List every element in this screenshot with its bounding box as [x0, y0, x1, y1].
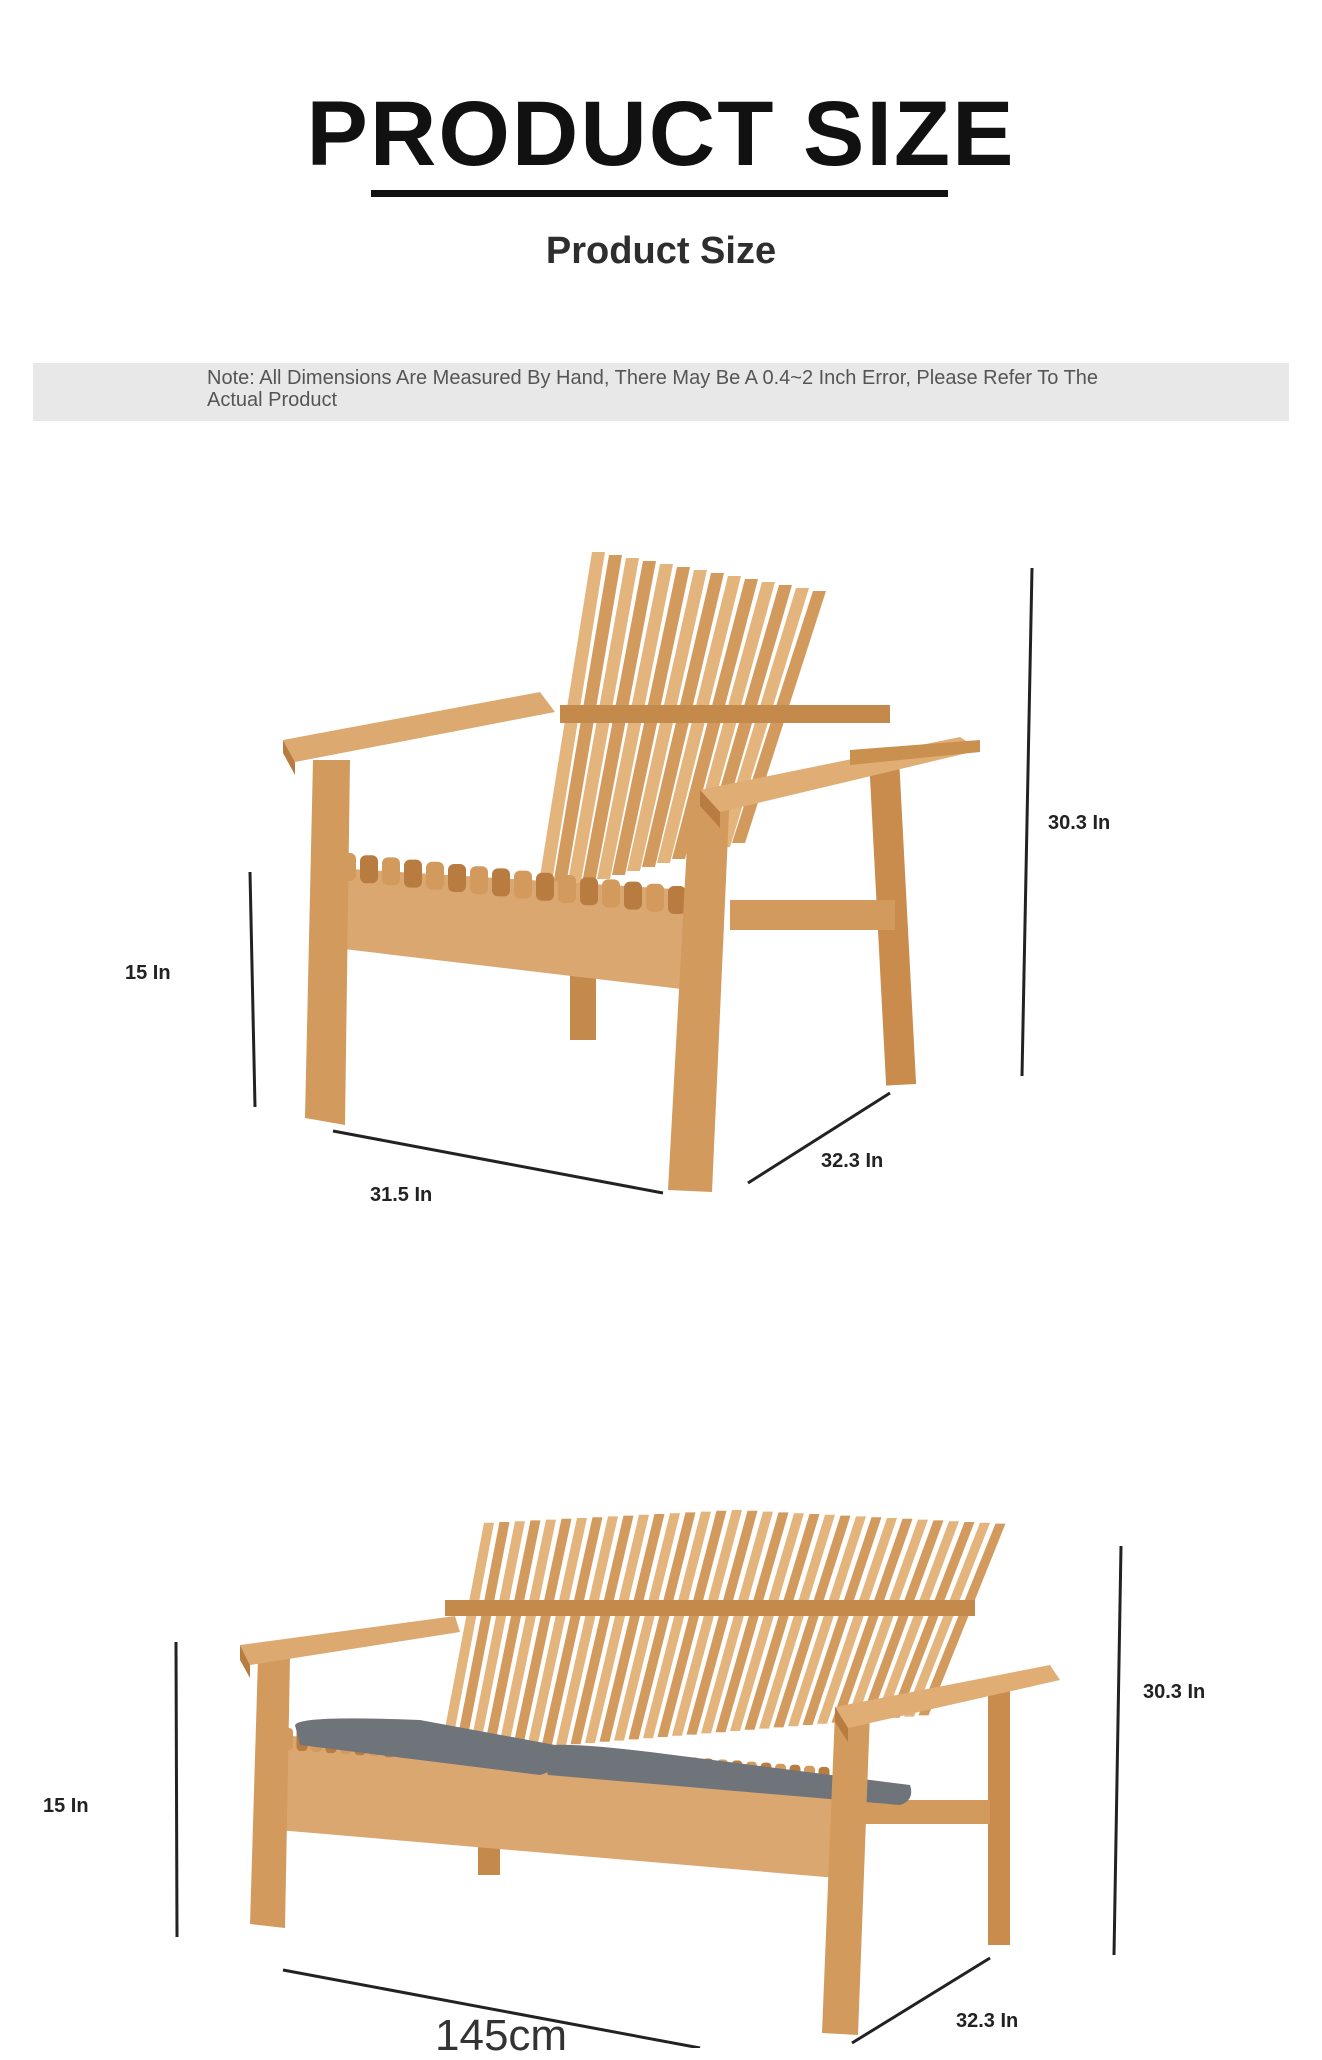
note-text: Note: All Dimensions Are Measured By Hand, There May Be A 0.4~2 Inch Error, Please Refer To The Actual Product: [207, 367, 1099, 411]
loveseat-seat-height-line: [176, 1642, 177, 1937]
loveseat-back-rail: [445, 1600, 975, 1616]
loveseat-rear-leg-right: [988, 1690, 1010, 1945]
page-title: PRODUCT SIZE: [306, 83, 1016, 185]
loveseat-side-stretcher: [860, 1800, 990, 1824]
loveseat-height-line: [1114, 1546, 1121, 1955]
loveseat-back-slats: [440, 1510, 1006, 1755]
loveseat-front-leg-right: [822, 1712, 870, 2035]
chair-width-label: 31.5 In: [370, 1184, 433, 1206]
page-subtitle: Product Size: [545, 230, 777, 272]
loveseat-depth-label: 32.3 In: [956, 2010, 1019, 2032]
loveseat-height-label: 30.3 In: [1143, 1681, 1206, 1703]
loveseat-width-label: 145cm: [435, 2011, 568, 2060]
loveseat-seat-height-label: 15 In: [43, 1795, 89, 1817]
chair-height-label: 30.3 In: [1048, 812, 1111, 834]
loveseat-front-leg-left: [250, 1658, 290, 1928]
chair-depth-label: 32.3 In: [821, 1150, 884, 1172]
loveseat-armrest-left: [240, 1616, 460, 1665]
chair-seat-height-label: 15 In: [125, 962, 171, 984]
